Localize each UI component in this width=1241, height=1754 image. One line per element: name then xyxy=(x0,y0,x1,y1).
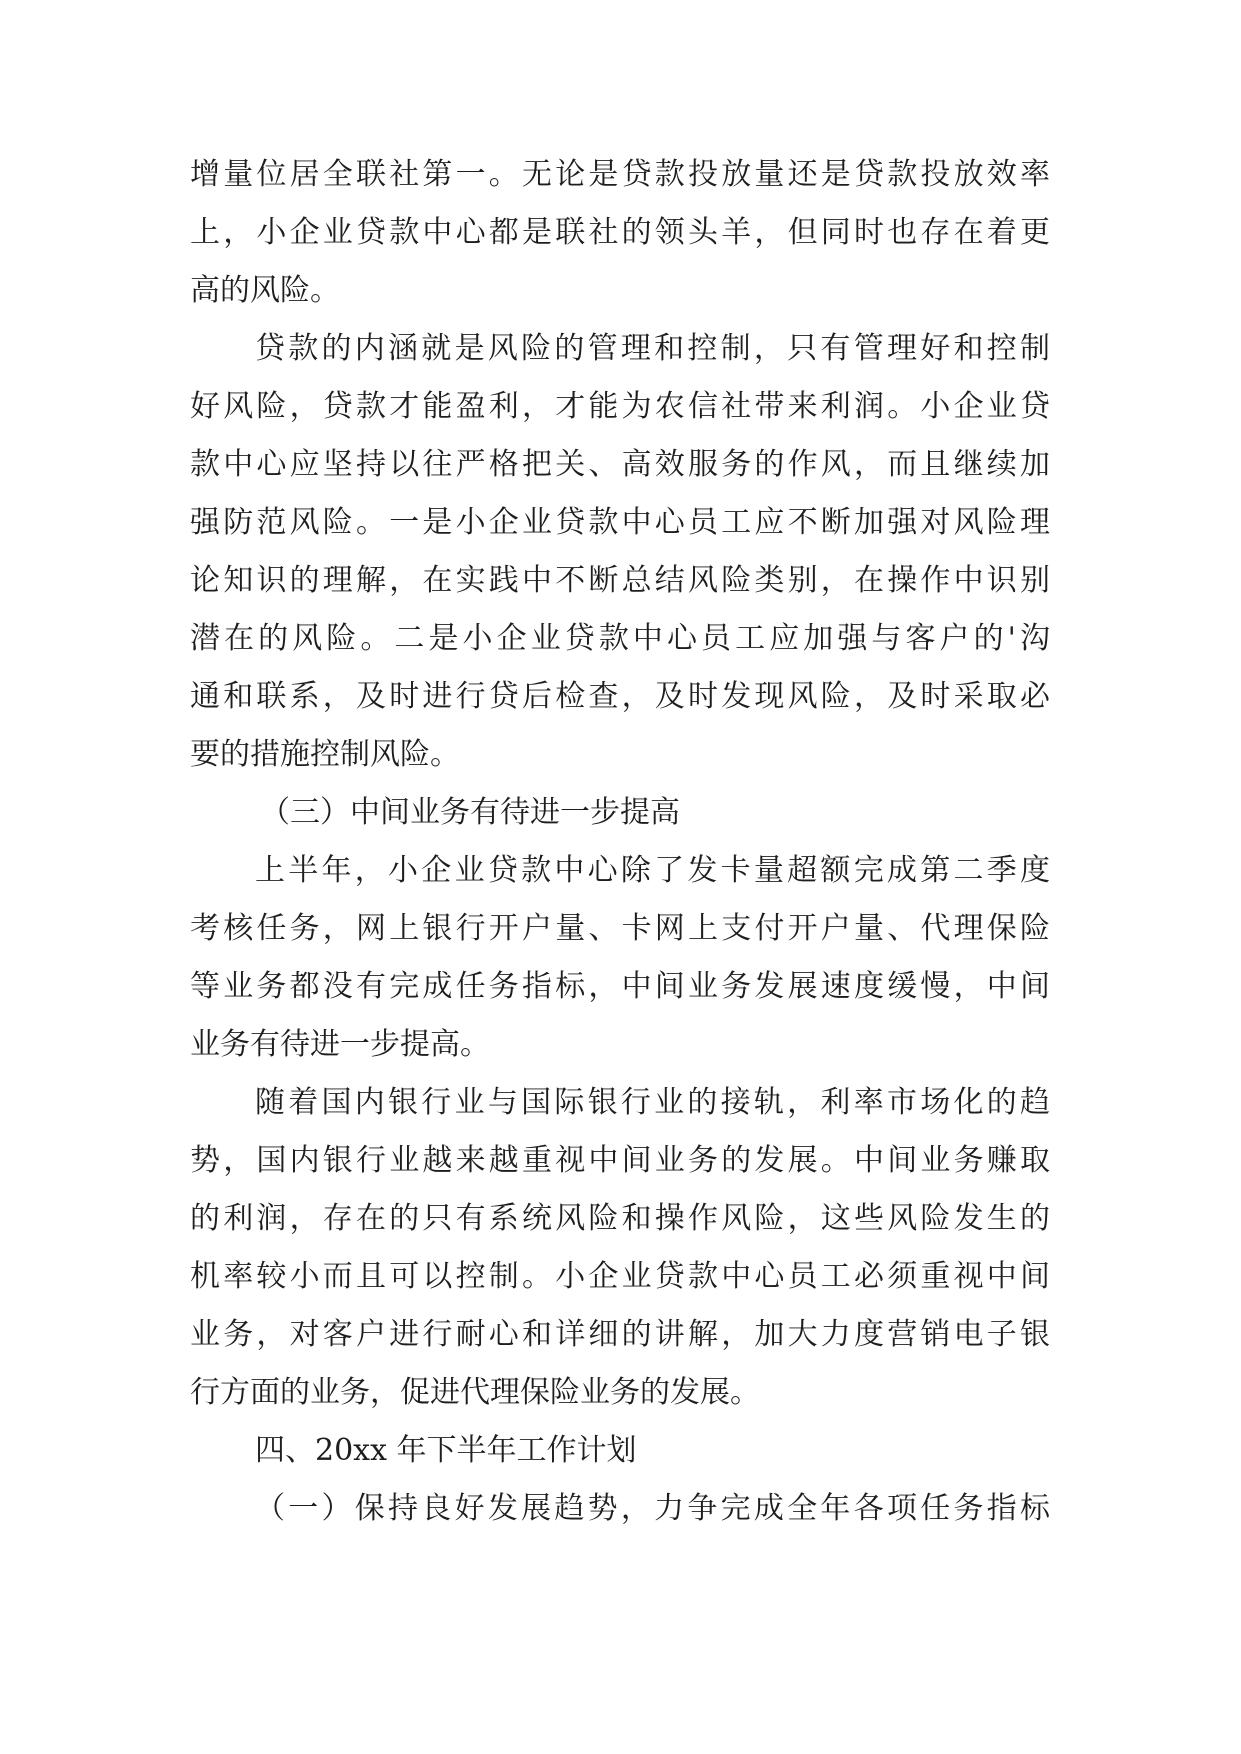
paragraph-line: 的利润，存在的只有系统风险和操作风险，这些风险发生的 xyxy=(190,1201,1050,1236)
paragraph-line: 等业务都没有完成任务指标，中间业务发展速度缓慢，中间 xyxy=(190,969,1050,1004)
paragraph-line: 业务，对客户进行耐心和详细的讲解，加大力度营销电子银 xyxy=(190,1317,1050,1352)
paragraph-line: 论知识的理解，在实践中不断总结风险类别，在操作中识别 xyxy=(190,563,1050,598)
paragraph-line: 贷款的内涵就是风险的管理和控制，只有管理好和控制 xyxy=(255,331,1050,366)
paragraph-line: 行方面的业务，促进代理保险业务的发展。 xyxy=(190,1375,760,1410)
paragraph-line: 增量位居全联社第一。无论是贷款投放量还是贷款投放效率 xyxy=(190,157,1050,192)
paragraph-line: 业务有待进一步提高。 xyxy=(190,1027,490,1062)
paragraph-line: 上，小企业贷款中心都是联社的领头羊，但同时也存在着更 xyxy=(190,215,1050,250)
paragraph-line: 随着国内银行业与国际银行业的接轨，利率市场化的趋 xyxy=(255,1085,1050,1120)
paragraph-line: 潜在的风险。二是小企业贷款中心员工应加强与客户的'沟 xyxy=(190,621,1050,656)
paragraph-line: 机率较小而且可以控制。小企业贷款中心员工必须重视中间 xyxy=(190,1259,1050,1294)
paragraph-line: 上半年，小企业贷款中心除了发卡量超额完成第二季度 xyxy=(255,853,1050,888)
paragraph-line: 款中心应坚持以往严格把关、高效服务的作风，而且继续加 xyxy=(190,447,1050,482)
paragraph-line: 考核任务，网上银行开户量、卡网上支付开户量、代理保险 xyxy=(190,911,1050,946)
paragraph-line: 势，国内银行业越来越重视中间业务的发展。中间业务赚取 xyxy=(190,1143,1050,1178)
paragraph-line: 要的措施控制风险。 xyxy=(190,737,460,772)
paragraph-line: 通和联系，及时进行贷后检查，及时发现风险，及时采取必 xyxy=(190,679,1050,714)
paragraph-line: 强防范风险。一是小企业贷款中心员工应不断加强对风险理 xyxy=(190,505,1050,540)
paragraph-line: 高的风险。 xyxy=(190,273,340,308)
subsection-heading: （一）保持良好发展趋势，力争完成全年各项任务指标 xyxy=(255,1491,1050,1526)
section-heading: （三）中间业务有待进一步提高 xyxy=(260,795,680,830)
paragraph-line: 好风险，贷款才能盈利，才能为农信社带来利润。小企业贷 xyxy=(190,389,1050,424)
section-heading: 四、20xx 年下半年工作计划 xyxy=(255,1433,637,1468)
